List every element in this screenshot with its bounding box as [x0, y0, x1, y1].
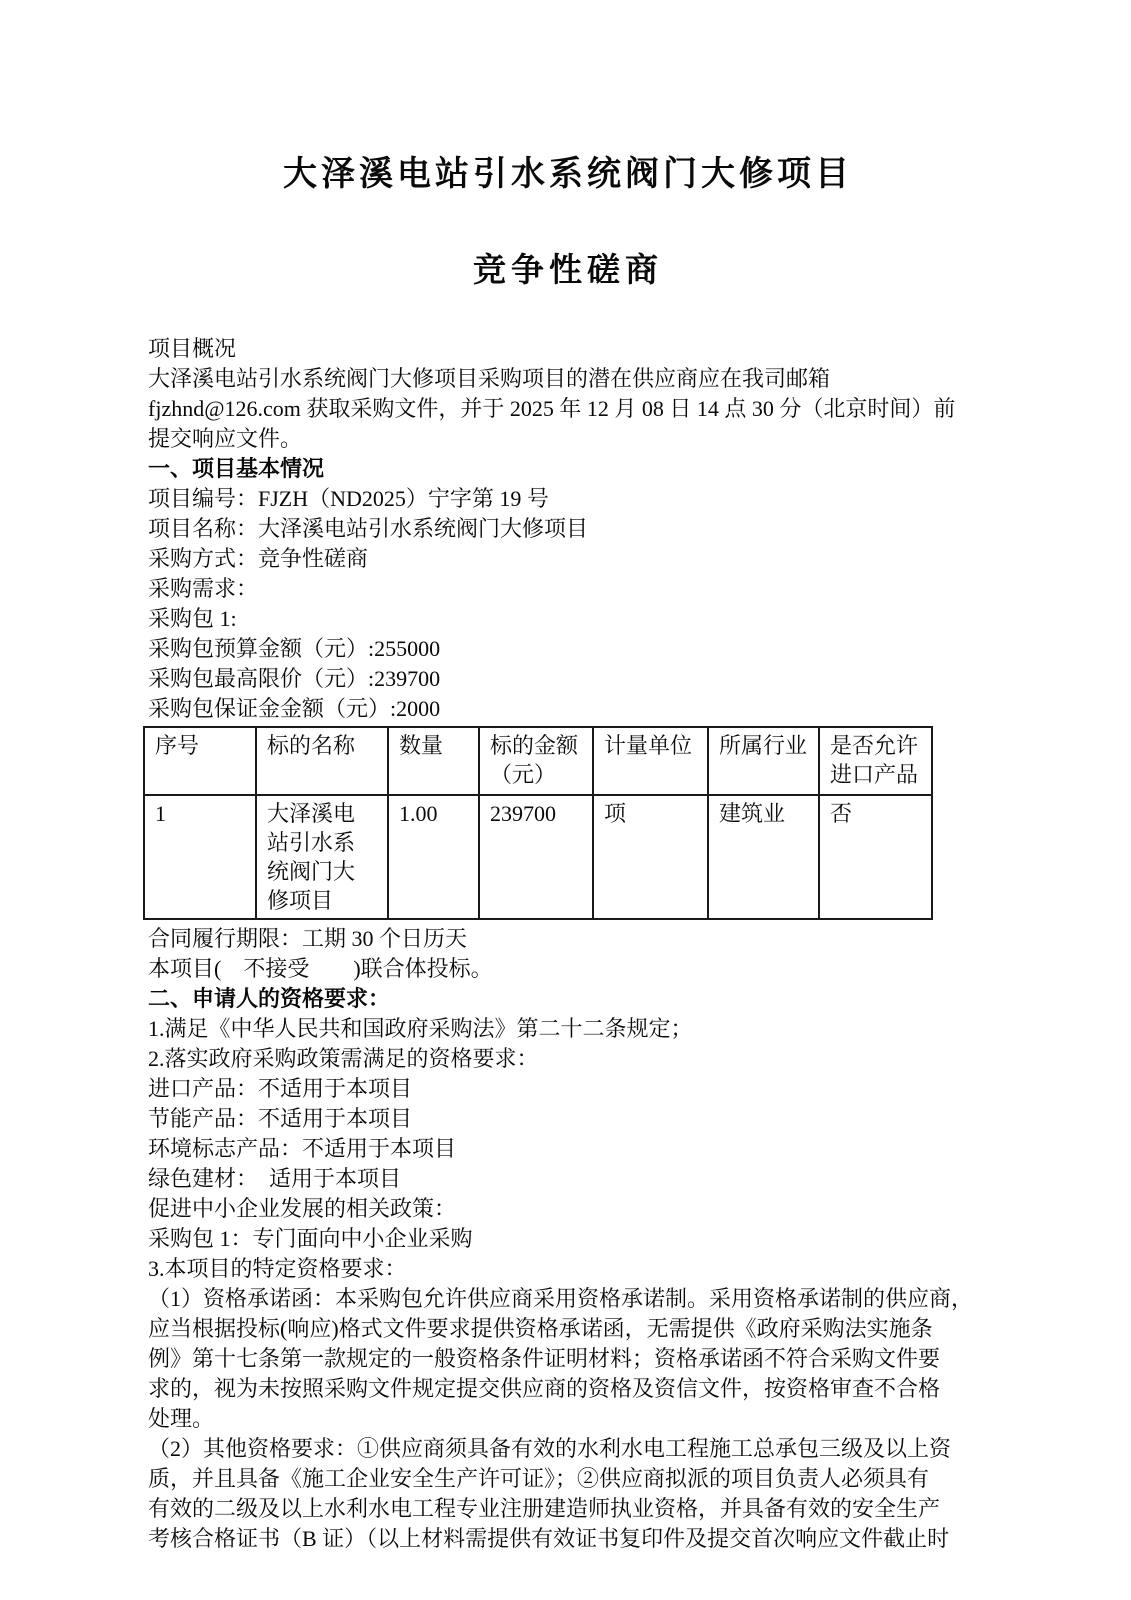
text-line: 项目名称：大泽溪电站引水系统阀门大修项目	[148, 516, 589, 541]
text-line: 进口产品：不适用于本项目	[148, 1076, 413, 1101]
table-header-cell	[388, 727, 479, 795]
table-cell-text: 239700	[490, 801, 556, 826]
text-line: 质，并且具备《施工企业安全生产许可证》；②供应商拟派的项目负责人必须具有	[148, 1466, 930, 1491]
table-header-text: 所属行业	[719, 733, 808, 758]
contract-terms	[148, 924, 1018, 984]
text-line: fjzhnd@126.com 获取采购文件，并于 2025 年 12 月 08 日 14 点 30 分（北京时间）前	[148, 396, 956, 421]
table-header-cell	[593, 727, 708, 795]
section-1-details	[148, 484, 1018, 724]
document-body	[148, 334, 1018, 1554]
text-line: 采购包 1：专门面向中小企业采购	[148, 1226, 473, 1251]
text-line: 例》第十七条第一款规定的一般资格条件证明材料；资格承诺函不符合采购文件要	[148, 1346, 941, 1371]
text-line: 采购需求：	[148, 576, 259, 601]
table-header-text: 标的金额	[490, 733, 579, 758]
table-header-text: 是否允许	[830, 733, 919, 758]
text-line: 大泽溪电站引水系统阀门大修项目采购项目的潜在供应商应在我司邮箱	[148, 366, 831, 391]
text-line: 1.满足《中华人民共和国政府采购法》第二十二条规定；	[148, 1016, 693, 1041]
text-line: （2）其他资格要求：①供应商须具备有效的水利水电工程施工总承包三级及以上资	[148, 1436, 952, 1461]
text-line: 促进中小企业发展的相关政策：	[148, 1196, 457, 1221]
table-cell	[388, 795, 479, 919]
table-cell-text: 项	[604, 801, 627, 826]
text-line: 求的，视为未按照采购文件规定提交供应商的资格及资信文件，按资格审查不合格	[148, 1376, 941, 1401]
table-cell	[819, 795, 932, 919]
text-line: 节能产品：不适用于本项目	[148, 1106, 413, 1131]
document-title: 大泽溪电站引水系统阀门大修项目	[283, 156, 853, 193]
text-line: 项目概况	[148, 336, 237, 361]
table-cell-text: 建筑业	[719, 801, 786, 826]
table-header-cell	[819, 727, 932, 795]
text-line: 应当根据投标(响应)格式文件要求提供资格承诺函，无需提供《政府采购法实施条	[148, 1316, 933, 1341]
table-header-text: （元）	[490, 762, 557, 787]
text-line: 一、项目基本情况	[148, 456, 325, 481]
text-line: 处理。	[148, 1406, 215, 1431]
table-row	[144, 795, 932, 919]
table-header-text: 数量	[399, 733, 444, 758]
table-header-row	[144, 727, 932, 795]
table-header-cell	[256, 727, 388, 795]
text-line: 2.落实政府采购政策需满足的资格要求：	[148, 1046, 539, 1071]
text-line: 本项目( 不接受 )联合体投标。	[148, 956, 493, 981]
section-1-heading	[148, 454, 1018, 484]
table-cell	[144, 795, 256, 919]
text-line: 二、申请人的资格要求：	[148, 986, 391, 1011]
table-header-text: 计量单位	[604, 733, 693, 758]
document-subtitle: 竞争性磋商	[473, 253, 663, 289]
table-cell	[256, 795, 388, 919]
table-header-cell	[144, 727, 256, 795]
section-2-details	[148, 1014, 1018, 1554]
table-cell-text: 站引水系	[267, 830, 356, 855]
table-cell	[708, 795, 819, 919]
table-header-text: 进口产品	[830, 762, 919, 787]
text-line: （1）资格承诺函：本采购包允许供应商采用资格承诺制。采用资格承诺制的供应商，	[148, 1286, 974, 1311]
table-cell-text: 1.00	[399, 801, 438, 826]
text-line: 环境标志产品：不适用于本项目	[148, 1136, 457, 1161]
table-cell	[479, 795, 593, 919]
text-line: 考核合格证书（B 证）（以上材料需提供有效证书复印件及提交首次响应文件截止时	[148, 1526, 950, 1551]
text-line: 绿色建材： 适用于本项目	[148, 1166, 402, 1191]
text-line: 有效的二级及以上水利水电工程专业注册建造师执业资格，并具备有效的安全生产	[148, 1496, 941, 1521]
table-cell	[593, 795, 708, 919]
project-overview	[148, 334, 1018, 454]
table-cell-text: 1	[155, 801, 166, 826]
table-cell-text: 修项目	[267, 888, 334, 913]
table-header-cell	[479, 727, 593, 795]
table-header-cell	[708, 727, 819, 795]
text-line: 3.本项目的特定资格要求：	[148, 1256, 407, 1281]
table-header-text: 序号	[155, 733, 200, 758]
table-cell-text: 否	[830, 801, 853, 826]
text-line: 采购方式：竞争性磋商	[148, 546, 369, 571]
text-line: 提交响应文件。	[148, 426, 303, 451]
section-2-heading	[148, 984, 1018, 1014]
table-header-text: 标的名称	[267, 733, 356, 758]
text-line: 采购包最高限价（元）:239700	[148, 666, 441, 691]
procurement-items-table	[143, 726, 933, 920]
text-line: 采购包 1:	[148, 606, 237, 631]
text-line: 项目编号：FJZH（ND2025）宁字第 19 号	[148, 486, 549, 511]
text-line: 合同履行期限：工期 30 个日历天	[148, 926, 468, 951]
text-line: 采购包预算金额（元）:255000	[148, 636, 441, 661]
text-line: 采购包保证金金额（元）:2000	[148, 696, 441, 721]
table-cell-text: 大泽溪电	[267, 801, 356, 826]
table-cell-text: 统阀门大	[267, 859, 356, 884]
